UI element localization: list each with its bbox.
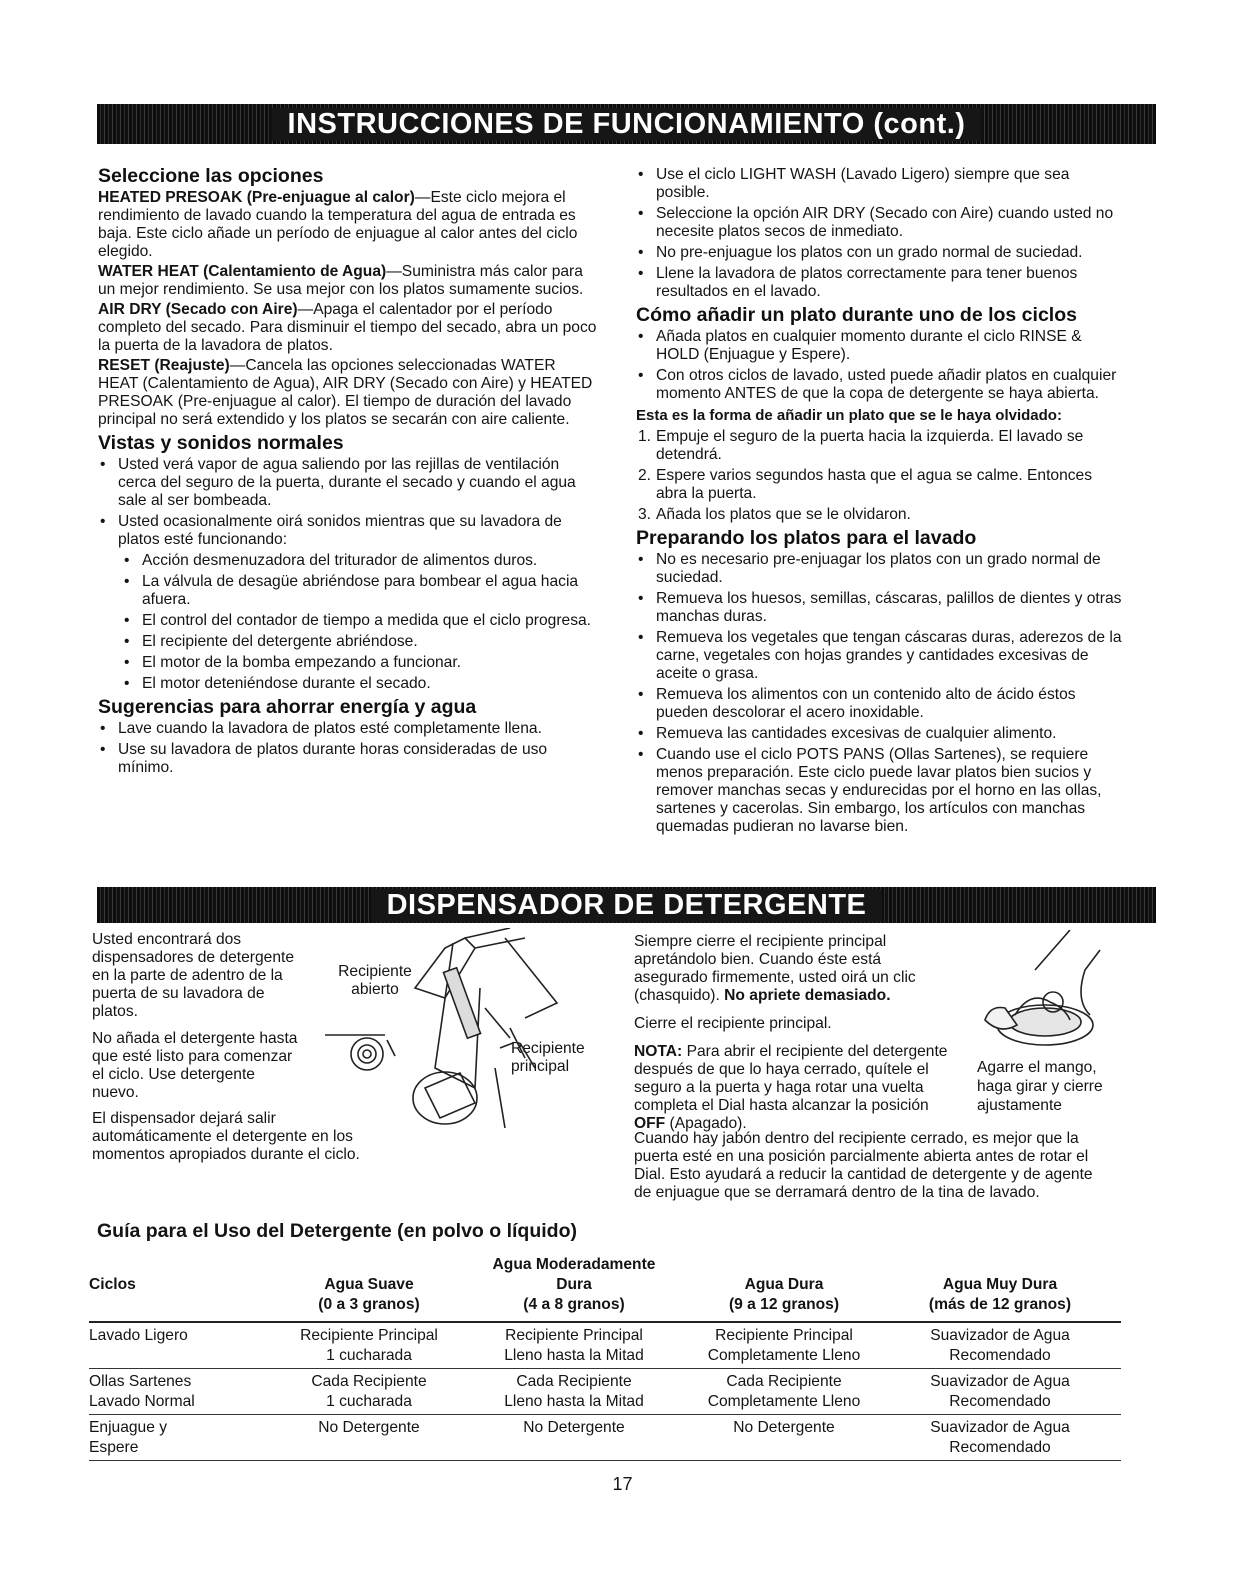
column-header: Agua Muy Dura (más de 12 granos) bbox=[879, 1255, 1121, 1322]
column-header: Ciclos bbox=[89, 1255, 279, 1322]
option-water-heat: WATER HEAT (Calentamiento de Agua)—Suministra más calor para un mejor rendimiento. Se usa mejor con los platos sumamente sucios. bbox=[98, 263, 584, 298]
column-header: Agua Dura (9 a 12 granos) bbox=[689, 1255, 879, 1322]
list-item: • Use su lavadora de platos durante horas consideradas de uso mínimo. bbox=[98, 741, 598, 777]
list-item: • Remueva los vegetales que tengan cáscaras duras, aderezos de la carne, vegetales con hojas grandes y cantidades excesivas de aceite o grasa. bbox=[636, 629, 1126, 683]
heading-preparando: Preparando los platos para el lavado bbox=[636, 527, 977, 549]
list-item: • Remueva los alimentos con un contenido alto de ácido éstos pueden descolorar el acero inoxidable. bbox=[636, 686, 1126, 722]
list-item: • Usted ocasionalmente oirá sonidos mientras que su lavadora de platos esté funcionando: • Acción desmenuzadora del triturador de alimentos duros. • La válvula de desagüe abriéndose para bombear el agua hacia afuera. • El control del contador de tiempo a medida que el ciclo progresa. • El recipiente del detergente abriéndose. • El motor de la bomba empezando a funcionar. • El motor deteniéndose durante el secado. bbox=[98, 513, 598, 693]
list-item: • Lave cuando la lavadora de platos esté completamente llena. bbox=[98, 720, 598, 738]
heading-anadir: Cómo añadir un plato durante uno de los ciclos bbox=[636, 304, 1077, 326]
dispenser-dial-text: Cuando hay jabón dentro del recipiente cerrado, es mejor que la puerta esté en una posición parcialmente abierta antes de rotar el Dial. Esto ayudará a reducir la cantidad de detergente y de agente de enjuague que se derramará dentro de la tina de lavado. bbox=[634, 1130, 1093, 1201]
list-item: • La válvula de desagüe abriéndose para bombear el agua hacia afuera. bbox=[98, 573, 598, 609]
column-header: Agua Suave (0 a 3 granos) bbox=[279, 1255, 459, 1322]
dispenser-nota: NOTA: Para abrir el recipiente del detergente después de que lo haya cerrado, quítele el seguro a la puerta y haga rotar una vuelta completa el Dial hasta alcanzar la posición OFF (Apagado). bbox=[634, 1043, 948, 1132]
option-heated-presoak: HEATED PRESOAK (Pre-enjuague al calor)—Este ciclo mejora el rendimiento de lavado cuando la temperatura del agua de entrada es baja. Este ciclo añade un período de enjuague al calor antes del ciclo elegido. bbox=[98, 189, 578, 260]
right-column bbox=[636, 166, 1126, 839]
option-reset: RESET (Reajuste)—Cancela las opciones seleccionadas WATER HEAT (Calentamiento de Agua), AIR DRY (Secado con Aire) y HEATED PRESOAK (Pre-enjuague al calor). El tiempo de duración del lavado principal no será extendido y los platos se secarán con aire caliente. bbox=[98, 357, 593, 428]
sounds-list bbox=[98, 552, 598, 693]
list-item: • Llene la lavadora de platos correctamente para tener buenos resultados en el lavado. bbox=[636, 265, 1126, 301]
table-cell: Suavizador de Agua Recomendado bbox=[879, 1369, 1121, 1415]
list-item: • El recipiente del detergente abriéndose. bbox=[98, 633, 598, 651]
table-cell: Cada Recipiente 1 cucharada bbox=[279, 1369, 459, 1415]
list-item: 3. Añada los platos que se le olvidaron. bbox=[638, 506, 911, 523]
detergent-guide-title: Guía para el Uso del Detergente (en polvo o líquido) bbox=[97, 1220, 577, 1242]
list-item: • Añada platos en cualquier momento durante el ciclo RINSE & HOLD (Enjuague y Espere). bbox=[636, 328, 1126, 364]
column-header: Agua Moderadamente Dura (4 a 8 granos) bbox=[459, 1255, 689, 1322]
table-cell: Lavado Ligero bbox=[89, 1322, 279, 1369]
prep-list bbox=[636, 551, 1126, 836]
list-item: • Remueva las cantidades excesivas de cualquier alimento. bbox=[636, 725, 1126, 743]
table-cell: Recipiente Principal 1 cucharada bbox=[279, 1322, 459, 1369]
table-cell: Cada Recipiente Completamente Lleno bbox=[689, 1369, 879, 1415]
hand-turning-dial-illustration bbox=[975, 930, 1105, 1050]
table-header-row bbox=[89, 1255, 1121, 1322]
table-cell: No Detergente bbox=[279, 1415, 459, 1461]
table-cell: Suavizador de Agua Recomendado bbox=[879, 1322, 1121, 1369]
list-item: • Seleccione la opción AIR DRY (Secado con Aire) cuando usted no necesite platos secos de inmediato. bbox=[636, 205, 1126, 241]
banner-title: INSTRUCCIONES DE FUNCIONAMIENTO (cont.) bbox=[272, 108, 982, 141]
detergent-dispenser-illustration bbox=[325, 928, 590, 1128]
list-item: • Usted verá vapor de agua saliendo por las rejillas de ventilación cerca del seguro de la puerta, durante el secado y cuando el agua sale al ser bombeada. bbox=[98, 456, 598, 510]
table-row bbox=[89, 1369, 1121, 1415]
heading-opciones: Seleccione las opciones bbox=[98, 165, 324, 187]
detergent-guide-table bbox=[89, 1255, 1121, 1461]
list-item: • El motor de la bomba empezando a funcionar. bbox=[98, 654, 598, 672]
table-cell: Recipiente Principal Completamente Lleno bbox=[689, 1322, 879, 1369]
steps-list bbox=[636, 428, 1126, 524]
banner-title: DISPENSADOR DE DETERGENTE bbox=[371, 889, 883, 922]
table-cell: Ollas Sartenes Lavado Normal bbox=[89, 1369, 279, 1415]
section-banner bbox=[97, 104, 1156, 144]
list-item: • El motor deteniéndose durante el secado. bbox=[98, 675, 598, 693]
label-recipiente-abierto: Recipiente abierto bbox=[338, 963, 412, 998]
hand-caption: Agarre el mango, haga girar y cierre ajustamente bbox=[977, 1059, 1103, 1114]
list-item: • Remueva los huesos, semillas, cáscaras, palillos de dientes y otras manchas duras. bbox=[636, 590, 1126, 626]
table-row bbox=[89, 1415, 1121, 1461]
list-item: • Con otros ciclos de lavado, usted puede añadir platos en cualquier momento ANTES de que la copa de detergente se haya abierta. bbox=[636, 367, 1126, 403]
list-item: • Cuando use el ciclo POTS PANS (Ollas Sartenes), se requiere menos preparación. Este ciclo puede lavar platos bien sucios y remover manchas secas y endurecidas por el horno en las ollas, sartenes y cacerolas. Sin embargo, los artículos con manchas quemadas pudieran no lavarse bien. bbox=[636, 746, 1126, 836]
heading-sugerencias: Sugerencias para ahorrar energía y agua bbox=[98, 696, 477, 718]
option-air-dry: AIR DRY (Secado con Aire)—Apaga el calentador por el período completo del secado. Para disminuir el tiempo del secado, abra un poco la puerta de la lavadora de platos. bbox=[98, 301, 597, 354]
section-banner-dispensador bbox=[97, 887, 1156, 923]
vistas-list bbox=[98, 456, 598, 693]
list-item: • El control del contador de tiempo a medida que el ciclo progresa. bbox=[98, 612, 598, 630]
dispenser-auto: El dispensador dejará salir automáticamente el detergente en los momentos apropiados durante el ciclo. bbox=[92, 1110, 360, 1163]
dispenser-intro: Usted encontrará dos dispensadores de detergente en la parte de adentro de la puerta de su lavadora de platos. bbox=[92, 931, 295, 1020]
list-item: • Acción desmenuzadora del triturador de alimentos duros. bbox=[98, 552, 598, 570]
dispenser-close-text: Siempre cierre el recipiente principal apretándolo bien. Cuando éste está asegurado firmemente, usted oirá un clic (chasquido). No apriete demasiado. bbox=[634, 933, 916, 1004]
dispenser-close-main: Cierre el recipiente principal. bbox=[634, 1015, 832, 1032]
list-item: • No pre-enjuague los platos con un grado normal de suciedad. bbox=[636, 244, 1126, 262]
list-item: 2. Espere varios segundos hasta que el agua se calme. Entonces abra la puerta. bbox=[638, 467, 1093, 502]
dispenser-note: No añada el detergente hasta que esté listo para comenzar el ciclo. Use detergente nuevo. bbox=[92, 1030, 298, 1101]
list-item: 1. Empuje el seguro de la puerta hacia la izquierda. El lavado se detendrá. bbox=[638, 428, 1084, 463]
table-cell: Enjuague y Espere bbox=[89, 1415, 279, 1461]
sugerencias-list bbox=[98, 720, 598, 777]
table-cell: No Detergente bbox=[689, 1415, 879, 1461]
list-item: • Use el ciclo LIGHT WASH (Lavado Ligero) siempre que sea posible. bbox=[636, 166, 1126, 202]
forma-heading: Esta es la forma de añadir un plato que se le haya olvidado: bbox=[636, 407, 1062, 424]
table-row bbox=[89, 1322, 1121, 1369]
list-item: • No es necesario pre-enjuagar los platos con un grado normal de suciedad. bbox=[636, 551, 1126, 587]
label-recipiente-principal: Recipiente principal bbox=[511, 1040, 585, 1075]
tips-list bbox=[636, 166, 1126, 301]
table-cell: Suavizador de Agua Recomendado bbox=[879, 1415, 1121, 1461]
anadir-list bbox=[636, 328, 1126, 403]
page-number: 17 bbox=[612, 1474, 633, 1494]
heading-vistas: Vistas y sonidos normales bbox=[98, 432, 344, 454]
table-cell: No Detergente bbox=[459, 1415, 689, 1461]
table-cell: Cada Recipiente Lleno hasta la Mitad bbox=[459, 1369, 689, 1415]
table-cell: Recipiente Principal Lleno hasta la Mitad bbox=[459, 1322, 689, 1369]
left-column bbox=[98, 162, 598, 780]
